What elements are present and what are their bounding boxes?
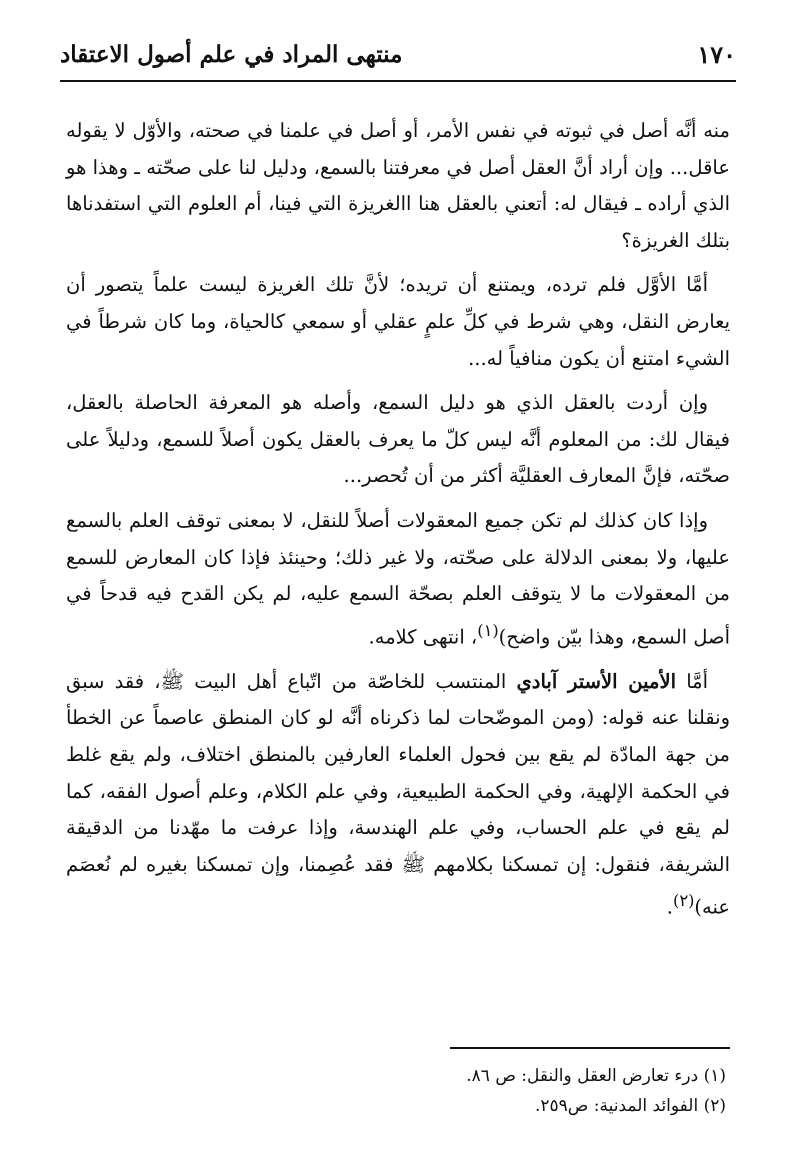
footnotes bbox=[66, 1061, 726, 1121]
paragraph-5-text: المنتسب للخاصّة من اتّباع أهل البيت ﷺ، فقد سبق ونقلنا عنه قوله: (ومن الموضّحات لما ذكرناه أنَّه لو كان المنطق عاصماً عن الخطأ من جهة المادّة لم يقع بين فحول العلماء العارفين بالمنطق اختلاف، ولم يقع غلط في الحكمة الإلهية، وفي الحكمة الطبيعية، وفي علم الكلام، وعلم أصول الفقه، كما لم يقع في علم الحساب، وفي علم الهندسة، وإذا عرفت ما مهّدنا من الدقيقة الشريفة، فنقول: إن تمسكنا بكلامهم ﷺ فقد عُصِمنا، وإن تمسكنا بغيره لم نُعصَم عنه) bbox=[66, 669, 730, 919]
paragraph-2: أمَّا الأوَّل فلم ترده، ويمتنع أن تريده؛ لأنَّ تلك الغريزة ليست علماً يتصور أن يعارض النقل، وهي شرط في كلِّ علمٍ عقلي أو سمعي كالحياة، وما كان شرطاً في الشيء امتنع أن يكون منافياً له... bbox=[66, 273, 730, 370]
author-name: الأمين الأستر آبادي bbox=[516, 669, 677, 693]
paragraph-1: منه أنَّه أصل في ثبوته في نفس الأمر، أو أصل في علمنا في صحته، والأوّل لا يقوله عاقل... وإن أراد أنَّ العقل أصل في معرفتنا بالسمع، ودليل لنا على صحّته ـ وهذا هو الذي أراده ـ فيقال له: أتعني بالعقل هنا االغريزة التي فينا، أم العلوم التي استفدناها بتلك الغريزة؟ bbox=[66, 119, 730, 252]
footnote-ref-1: (١) bbox=[477, 620, 499, 640]
paragraph-5-end: . bbox=[666, 895, 673, 919]
footnote-ref-2: (٢) bbox=[672, 891, 695, 911]
page-header bbox=[60, 28, 736, 82]
main-text bbox=[66, 113, 730, 934]
footnote-1: (١) درء تعارض العقل والنقل: ص ٨٦. bbox=[466, 1066, 726, 1086]
page-number: ١٧٠ bbox=[697, 39, 736, 69]
paragraph-4-text: وإذا كان كذلك لم تكن جميع المعقولات أصلاً للنقل، لا بمعنى توقف العلم بالسمع عليها، ولا بمعنى الدلالة على صحّته، ولا غير ذلك؛ وحينئذ فإذا كان المعارض للسمع من المعقولات ما لا يتوقف العلم بصحّة السمع عليه، لم يكن القدح فيه قدحاً في أصل السمع، وهذا بيّن واضح) bbox=[66, 508, 730, 649]
footnote-separator bbox=[450, 1047, 730, 1049]
paragraph-3: وإن أردت بالعقل الذي هو دليل السمع، وأصله هو المعرفة الحاصلة بالعقل، فيقال لك: من المعلوم أنَّه ليس كلّ ما يعرف بالعقل يكون أصلاً للسمع، ودليلاً على صحّته، فإنَّ المعارف العقليَّة أكثر من أن تُحصر... bbox=[66, 391, 730, 488]
paragraph-4-end: ، انتهى كلامه. bbox=[368, 625, 478, 649]
footnote-2: (٢) الفوائد المدنية: ص٢٥٩. bbox=[534, 1096, 726, 1116]
running-title: منتهى المراد في علم أصول الاعتقاد bbox=[60, 40, 403, 68]
paragraph-5-start: أمَّا bbox=[676, 669, 709, 693]
paragraph-5 bbox=[66, 664, 730, 927]
paragraph-4 bbox=[66, 503, 730, 656]
